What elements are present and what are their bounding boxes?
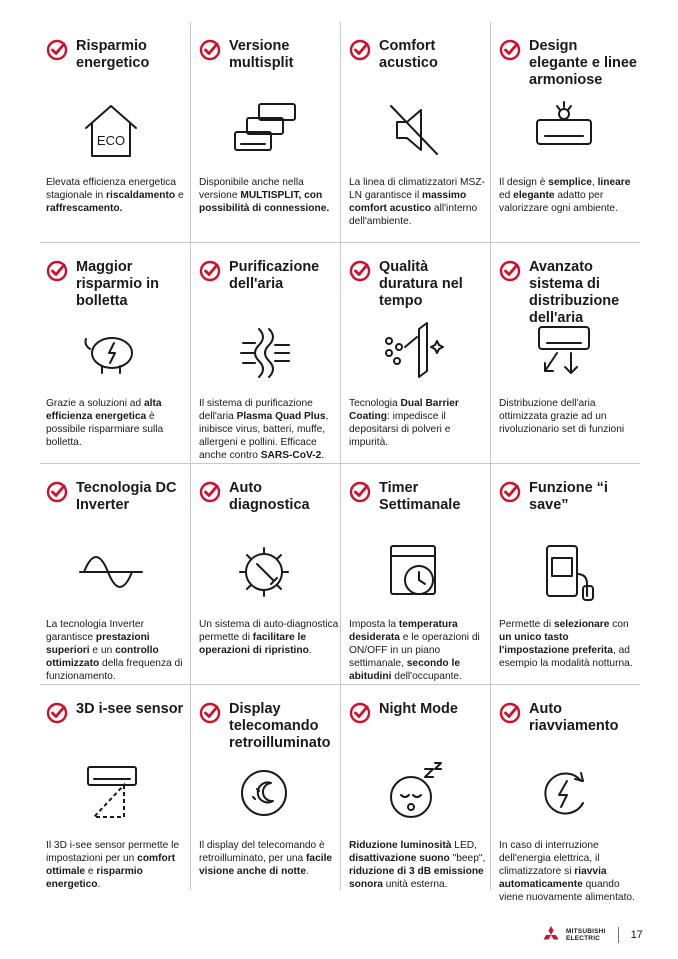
description-bold: secondo le abitudini bbox=[349, 658, 460, 682]
feature-cell bbox=[340, 685, 490, 890]
description-text: e un bbox=[89, 645, 116, 656]
description-text: , ad esempio la modalità notturna. bbox=[499, 645, 633, 669]
description-bold: SARS-CoV-2 bbox=[260, 450, 322, 461]
description-text: adatto per valorizzare ogni ambiente. bbox=[499, 190, 618, 214]
description-text: , bbox=[591, 177, 598, 188]
brand-name bbox=[566, 928, 606, 942]
feature-description bbox=[46, 397, 186, 449]
description-bold: semplice bbox=[548, 177, 592, 188]
features-grid bbox=[40, 22, 640, 903]
description-bold: elegante bbox=[513, 190, 555, 201]
feature-title: 3D i-see sensor bbox=[76, 701, 184, 717]
feature-description bbox=[199, 397, 339, 462]
eco-house-icon bbox=[76, 98, 146, 160]
gear-wrench-icon bbox=[229, 540, 299, 602]
feature-description bbox=[499, 397, 639, 436]
check-icon bbox=[499, 39, 521, 61]
description-text: . bbox=[321, 450, 325, 461]
check-icon bbox=[46, 702, 68, 724]
feature-title: Auto diagnostica bbox=[229, 480, 310, 513]
feature-title: Timer Settimanale bbox=[379, 480, 461, 513]
description-bold: facilitare le operazioni di ripristino bbox=[199, 632, 309, 656]
sine-wave-icon bbox=[76, 540, 146, 602]
description-bold: MULTISPLIT, con possibilità di connessione. bbox=[199, 190, 330, 214]
page-number: 17 bbox=[630, 929, 643, 941]
air-distribution-icon bbox=[529, 319, 599, 381]
description-bold: alta efficienza energetica bbox=[46, 398, 162, 422]
multisplit-units-icon bbox=[229, 98, 299, 160]
feature-header bbox=[46, 701, 190, 759]
description-bold: Dual Barrier Coating bbox=[349, 398, 459, 422]
feature-title: Maggior risparmio in bolletta bbox=[76, 259, 159, 309]
description-text: è possibile risparmiare sulla bolletta. bbox=[46, 411, 164, 448]
feature-row bbox=[40, 243, 640, 464]
description-text: dell'occupante. bbox=[391, 671, 462, 682]
piggy-bank-icon bbox=[76, 319, 146, 381]
feature-title: Avanzato sistema di distribuzione dell'aria bbox=[529, 259, 620, 326]
feature-description bbox=[46, 618, 186, 683]
description-text: Il sistema di purificazione dell'aria bbox=[199, 398, 313, 422]
description-text: Imposta la bbox=[349, 619, 399, 630]
check-icon bbox=[199, 702, 221, 724]
check-icon bbox=[46, 481, 68, 503]
feature-description bbox=[349, 618, 489, 683]
description-text: quando viene nuovamente alimentato. bbox=[499, 879, 635, 903]
feature-header bbox=[46, 259, 190, 317]
feature-title: Comfort acustico bbox=[379, 38, 438, 71]
feature-header bbox=[199, 38, 340, 96]
svg-text:ECO: ECO bbox=[96, 133, 126, 148]
description-text: e bbox=[85, 866, 97, 877]
check-icon bbox=[349, 702, 371, 724]
description-bold: controllo ottimizzato bbox=[46, 645, 159, 669]
feature-title: Risparmio energetico bbox=[76, 38, 150, 71]
description-text: In caso di interruzione dell'energia elettrica, il climatizzatore si bbox=[499, 840, 600, 877]
description-bold: riduzione di 3 dB emissione sonora bbox=[349, 866, 484, 890]
3d-sensor-icon bbox=[76, 761, 146, 823]
check-icon bbox=[199, 481, 221, 503]
feature-header bbox=[499, 38, 640, 96]
description-text: con bbox=[609, 619, 629, 630]
page-footer bbox=[540, 925, 643, 945]
description-text: Un sistema di auto-diagnostica permette di bbox=[199, 619, 339, 643]
description-text: all'interno dell'ambiente. bbox=[349, 203, 478, 227]
feature-title: Qualità duratura nel tempo bbox=[379, 259, 463, 309]
remote-save-icon bbox=[529, 540, 599, 602]
design-unit-icon bbox=[529, 98, 599, 160]
description-text: e le operazioni di ON/OFF in un piano settimanale, bbox=[349, 632, 480, 669]
feature-cell bbox=[340, 22, 490, 242]
description-text: unità esterna. bbox=[382, 879, 448, 890]
description-text: , inibisce virus, batteri, muffe, allergeni e pollini. Efficace anche contro bbox=[199, 411, 329, 461]
feature-cell bbox=[40, 22, 190, 242]
description-bold: Riduzione luminosità bbox=[349, 840, 452, 851]
feature-cell bbox=[40, 685, 190, 890]
feature-header bbox=[199, 480, 340, 538]
description-text: Tecnologia bbox=[349, 398, 401, 409]
description-bold: facile visione anche di notte bbox=[199, 853, 333, 877]
description-text: Il display del telecomando è retroilluminato, per una bbox=[199, 840, 325, 864]
check-icon bbox=[46, 260, 68, 282]
check-icon bbox=[46, 39, 68, 61]
description-bold: comfort ottimale bbox=[46, 853, 176, 877]
feature-description bbox=[349, 176, 489, 228]
description-text: . bbox=[306, 866, 309, 877]
check-icon bbox=[349, 39, 371, 61]
feature-title: Auto riavviamento bbox=[529, 701, 619, 734]
description-text: : impedisce il depositarsi di polveri e impurità. bbox=[349, 411, 451, 448]
muted-speaker-icon bbox=[379, 98, 449, 160]
description-bold: massimo comfort acustico bbox=[349, 190, 467, 214]
feature-cell bbox=[340, 243, 490, 463]
feature-description bbox=[199, 839, 339, 878]
check-icon bbox=[199, 260, 221, 282]
brand-line-2: ELECTRIC bbox=[566, 935, 601, 942]
feature-description bbox=[46, 839, 186, 891]
description-text: "beep", bbox=[449, 853, 486, 864]
footer-divider bbox=[618, 927, 619, 943]
description-text: della frequenza di funzionamento. bbox=[46, 658, 183, 682]
feature-cell bbox=[190, 243, 340, 463]
description-text: e bbox=[175, 190, 184, 201]
dual-barrier-icon bbox=[379, 319, 449, 381]
feature-description bbox=[349, 839, 489, 891]
feature-title: Versione multisplit bbox=[229, 38, 294, 71]
description-text: Il 3D i-see sensor permette le impostazioni per un bbox=[46, 840, 180, 864]
mitsubishi-diamonds-icon bbox=[540, 926, 562, 944]
feature-header bbox=[349, 701, 490, 759]
feature-cell bbox=[190, 22, 340, 242]
feature-cell bbox=[490, 243, 640, 463]
feature-cell bbox=[490, 685, 640, 903]
feature-title: Night Mode bbox=[379, 701, 458, 717]
backlit-display-icon bbox=[229, 761, 299, 823]
feature-description bbox=[499, 839, 639, 904]
feature-cell bbox=[40, 464, 190, 684]
description-text: Distribuzione dell'aria ottimizzata grazie ad un rivoluzionario set di funzioni bbox=[499, 398, 625, 435]
auto-restart-icon bbox=[529, 761, 599, 823]
description-bold: disattivazione suono bbox=[349, 853, 450, 864]
feature-cell bbox=[490, 22, 640, 242]
feature-title: Design elegante e linee armoniose bbox=[529, 38, 637, 88]
description-bold: un unico tasto l'impostazione preferita bbox=[499, 632, 613, 656]
feature-cell bbox=[190, 685, 340, 890]
feature-row bbox=[40, 685, 640, 903]
description-bold: Plasma Quad Plus bbox=[236, 411, 326, 422]
feature-header bbox=[499, 480, 640, 538]
description-bold: selezionare bbox=[553, 619, 610, 630]
description-text: La linea di climatizzatori MSZ-LN garantisce il bbox=[349, 177, 485, 201]
description-bold: temperatura desiderata bbox=[349, 619, 458, 643]
feature-row bbox=[40, 464, 640, 685]
feature-cell bbox=[490, 464, 640, 684]
feature-header bbox=[199, 259, 340, 317]
check-icon bbox=[199, 39, 221, 61]
brand-line-1: MITSUBISHI bbox=[566, 928, 606, 935]
feature-description bbox=[499, 176, 639, 215]
description-bold: raffrescamento. bbox=[46, 203, 123, 214]
sleeping-face-icon bbox=[379, 761, 449, 823]
feature-description bbox=[46, 176, 186, 215]
description-text: La tecnologia Inverter garantisce bbox=[46, 619, 144, 643]
feature-header bbox=[349, 38, 490, 96]
check-icon bbox=[499, 702, 521, 724]
description-bold: risparmio energetico bbox=[46, 866, 143, 890]
description-bold: prestazioni superiori bbox=[46, 632, 150, 656]
description-text: Disponibile anche nella versione bbox=[199, 177, 304, 201]
feature-header bbox=[349, 259, 490, 317]
description-text: Permette di bbox=[499, 619, 554, 630]
description-text: . bbox=[308, 645, 312, 656]
description-text: Il design è bbox=[499, 177, 549, 188]
check-icon bbox=[499, 481, 521, 503]
feature-title: Tecnologia DC Inverter bbox=[76, 480, 177, 513]
feature-header bbox=[349, 480, 490, 538]
feature-header bbox=[499, 701, 640, 759]
feature-cell bbox=[40, 243, 190, 463]
description-text: Elevata efficienza energetica stagionale in bbox=[46, 177, 177, 201]
description-text: Grazie a soluzioni ad bbox=[46, 398, 144, 409]
feature-description bbox=[199, 618, 339, 657]
feature-description bbox=[499, 618, 639, 670]
air-purification-icon bbox=[229, 319, 299, 381]
feature-cell bbox=[190, 464, 340, 684]
feature-row bbox=[40, 22, 640, 243]
weekly-timer-icon bbox=[379, 540, 449, 602]
description-text: ed bbox=[499, 190, 514, 201]
feature-cell bbox=[340, 464, 490, 684]
check-icon bbox=[499, 260, 521, 282]
feature-title: Display telecomando retroilluminato bbox=[229, 701, 331, 751]
check-icon bbox=[349, 260, 371, 282]
description-bold: riscaldamento bbox=[106, 190, 176, 201]
description-bold: riavvia automaticamente bbox=[499, 866, 607, 890]
check-icon bbox=[349, 481, 371, 503]
feature-header bbox=[46, 480, 190, 538]
description-bold: lineare bbox=[597, 177, 631, 188]
feature-header bbox=[46, 38, 190, 96]
feature-description bbox=[349, 397, 489, 449]
feature-header bbox=[199, 701, 340, 759]
feature-description bbox=[199, 176, 339, 215]
feature-title: Purificazione dell'aria bbox=[229, 259, 320, 292]
description-text: LED, bbox=[451, 840, 477, 851]
feature-header bbox=[499, 259, 640, 326]
description-text: . bbox=[97, 879, 101, 890]
feature-title: Funzione “i save” bbox=[529, 480, 608, 513]
